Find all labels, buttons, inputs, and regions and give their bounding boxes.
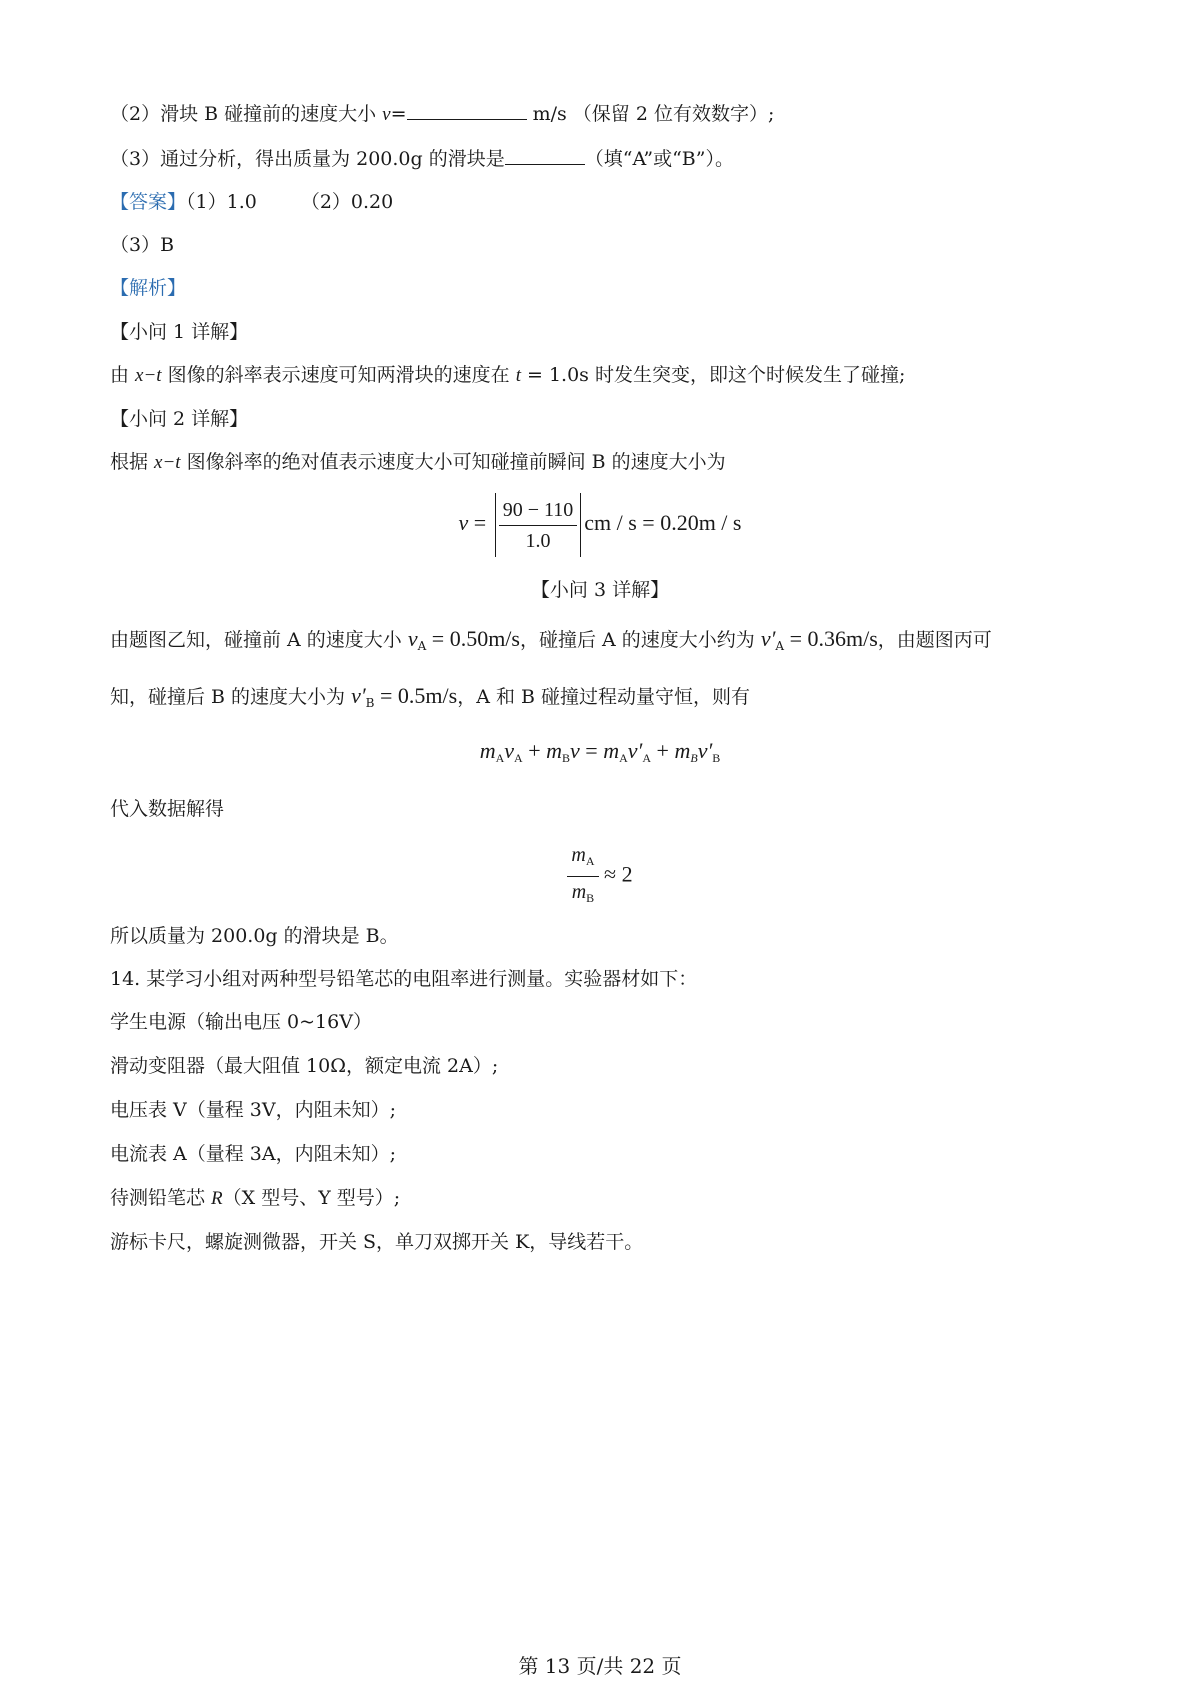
ratio-den-m: m xyxy=(571,881,587,903)
formula-denominator: 1.0 xyxy=(525,529,551,552)
ratio-num-m: m xyxy=(571,844,586,866)
q14-item5-pre: 待测铅笔芯 xyxy=(110,1187,212,1209)
velocity-formula xyxy=(0,493,1200,557)
answer-1: （1）1.0 xyxy=(186,191,257,213)
var-vB-prime: v′ xyxy=(351,683,366,708)
sub2-text xyxy=(110,448,726,477)
substitute-text: 代入数据解得 xyxy=(110,798,225,820)
formula-fraction xyxy=(499,495,578,556)
q14-item-6: 游标卡尺，螺旋测微器，开关 S，单刀双掷开关 K，导线若干。 xyxy=(110,1231,644,1253)
v2: v xyxy=(570,738,580,763)
formula-eq: = xyxy=(468,510,492,536)
sub-B: B xyxy=(365,696,375,710)
momentum-equation xyxy=(0,738,1200,766)
sub2-t1: 根据 xyxy=(110,451,155,473)
ratio-formula xyxy=(0,840,1200,913)
m3: m xyxy=(603,738,620,763)
ratio-num-sub: A xyxy=(585,854,595,868)
m1-sub: A xyxy=(495,751,505,765)
sub3-line2 xyxy=(110,682,750,717)
conclusion-text: 所以质量为 200.0g 的滑块是 B。 xyxy=(110,925,399,947)
ratio-approx: ≈ 2 xyxy=(604,861,633,887)
sub3-l1c: ，由题图丙可 xyxy=(877,629,992,651)
sub-A2: A xyxy=(775,639,785,653)
q2-eq: = xyxy=(390,103,407,125)
val-vA: = 0.50m/s xyxy=(426,626,520,651)
q14-item-5 xyxy=(110,1184,400,1213)
sub-A1: A xyxy=(417,639,427,653)
q14-item-1: 学生电源（输出电压 0~16V） xyxy=(110,1011,372,1033)
v1: v xyxy=(504,738,515,763)
m3-sub: A xyxy=(619,751,628,765)
answer-blank-2[interactable] xyxy=(407,101,527,120)
m1: m xyxy=(479,738,496,763)
ratio-den-sub: B xyxy=(586,891,595,905)
q2-prefix: （2）滑块 B 碰撞前的速度大小 xyxy=(110,103,383,125)
m4: m xyxy=(674,738,691,763)
q14-item-3: 电压表 V（量程 3V，内阻未知）; xyxy=(110,1099,397,1121)
m4-sub: B xyxy=(690,751,698,765)
val-vA-prime: = 0.36m/s xyxy=(784,626,878,651)
plus1: + xyxy=(522,738,547,763)
formula-v: v xyxy=(458,510,469,536)
sub2-xt: x−t xyxy=(154,452,181,473)
m2-sub: B xyxy=(562,751,571,765)
sub2-heading: 【小问 2 详解】 xyxy=(110,408,249,430)
answer-2: （2）0.20 xyxy=(300,191,394,213)
v3: v′ xyxy=(627,738,643,763)
q14-item5-var: R xyxy=(211,1188,223,1209)
sub1-heading: 【小问 1 详解】 xyxy=(110,321,249,343)
question-2 xyxy=(110,100,774,129)
page-footer: 第 13 页/共 22 页 xyxy=(518,1654,682,1678)
abs-bar-left xyxy=(495,493,496,557)
sub3-line1 xyxy=(110,625,992,660)
v4-sub: B xyxy=(712,751,721,765)
sub1-tvar: t xyxy=(515,365,521,386)
answer-label: 【答案】 xyxy=(110,191,187,213)
q3-prefix: （3）通过分析，得出质量为 200.0g 的滑块是 xyxy=(110,148,505,170)
formula-rhs: cm / s = 0.20m / s xyxy=(584,510,742,536)
q2-unit: m/s （保留 2 位有效数字）; xyxy=(526,103,775,125)
q14-item-4: 电流表 A（量程 3A，内阻未知）; xyxy=(110,1143,397,1165)
eq-sign: = xyxy=(579,738,604,763)
q3-suffix: （填“A”或“B”）。 xyxy=(584,148,734,170)
sub1-text xyxy=(110,361,905,390)
abs-bar-right xyxy=(580,493,581,557)
m2: m xyxy=(546,738,563,763)
q14-item5-post: （X 型号、Y 型号）; xyxy=(222,1187,401,1209)
answer-blank-3[interactable] xyxy=(505,146,585,165)
sub1-xt: x−t xyxy=(135,365,162,386)
answer-3: （3）B xyxy=(110,234,175,256)
sub1-t2: 图像的斜率表示速度可知两滑块的速度在 xyxy=(161,364,516,386)
sub3-l1a: 由题图乙知，碰撞前 A 的速度大小 xyxy=(110,629,408,651)
analysis-label: 【解析】 xyxy=(110,277,187,299)
question-3 xyxy=(110,145,734,173)
sub1-t3: = 1.0s 时发生突变，即这个时候发生了碰撞; xyxy=(520,364,906,386)
sub1-t1: 由 xyxy=(110,364,136,386)
plus2: + xyxy=(651,738,675,763)
var-vA-prime: v′ xyxy=(760,626,776,651)
ratio-denominator xyxy=(568,877,598,913)
q14-item-2: 滑动变阻器（最大阻值 10Ω，额定电流 2A）; xyxy=(110,1055,499,1077)
sub3-l2a: 知，碰撞后 B 的速度大小为 xyxy=(110,686,352,708)
ratio-numerator xyxy=(567,840,598,877)
ratio-fraction xyxy=(567,840,598,913)
var-vA: v xyxy=(407,626,418,651)
formula-numerator: 90 − 110 xyxy=(499,495,578,526)
sub3-heading: 【小问 3 详解】 xyxy=(530,579,670,601)
v1-sub: A xyxy=(514,751,523,765)
answer-line xyxy=(110,188,393,216)
v3-sub: A xyxy=(642,751,652,765)
q2-var: v xyxy=(382,104,391,125)
sub2-t2: 图像斜率的绝对值表示速度大小可知碰撞前瞬间 B 的速度大小为 xyxy=(180,451,726,473)
v4: v′ xyxy=(697,738,713,763)
question-14-title: 14. 某学习小组对两种型号铅笔芯的电阻率进行测量。实验器材如下： xyxy=(110,968,698,990)
sub3-l1b: ，碰撞后 A 的速度大小约为 xyxy=(519,629,761,651)
sub3-l2b: ，A 和 B 碰撞过程动量守恒，则有 xyxy=(457,686,751,708)
val-vB-prime: = 0.5m/s xyxy=(374,683,458,708)
